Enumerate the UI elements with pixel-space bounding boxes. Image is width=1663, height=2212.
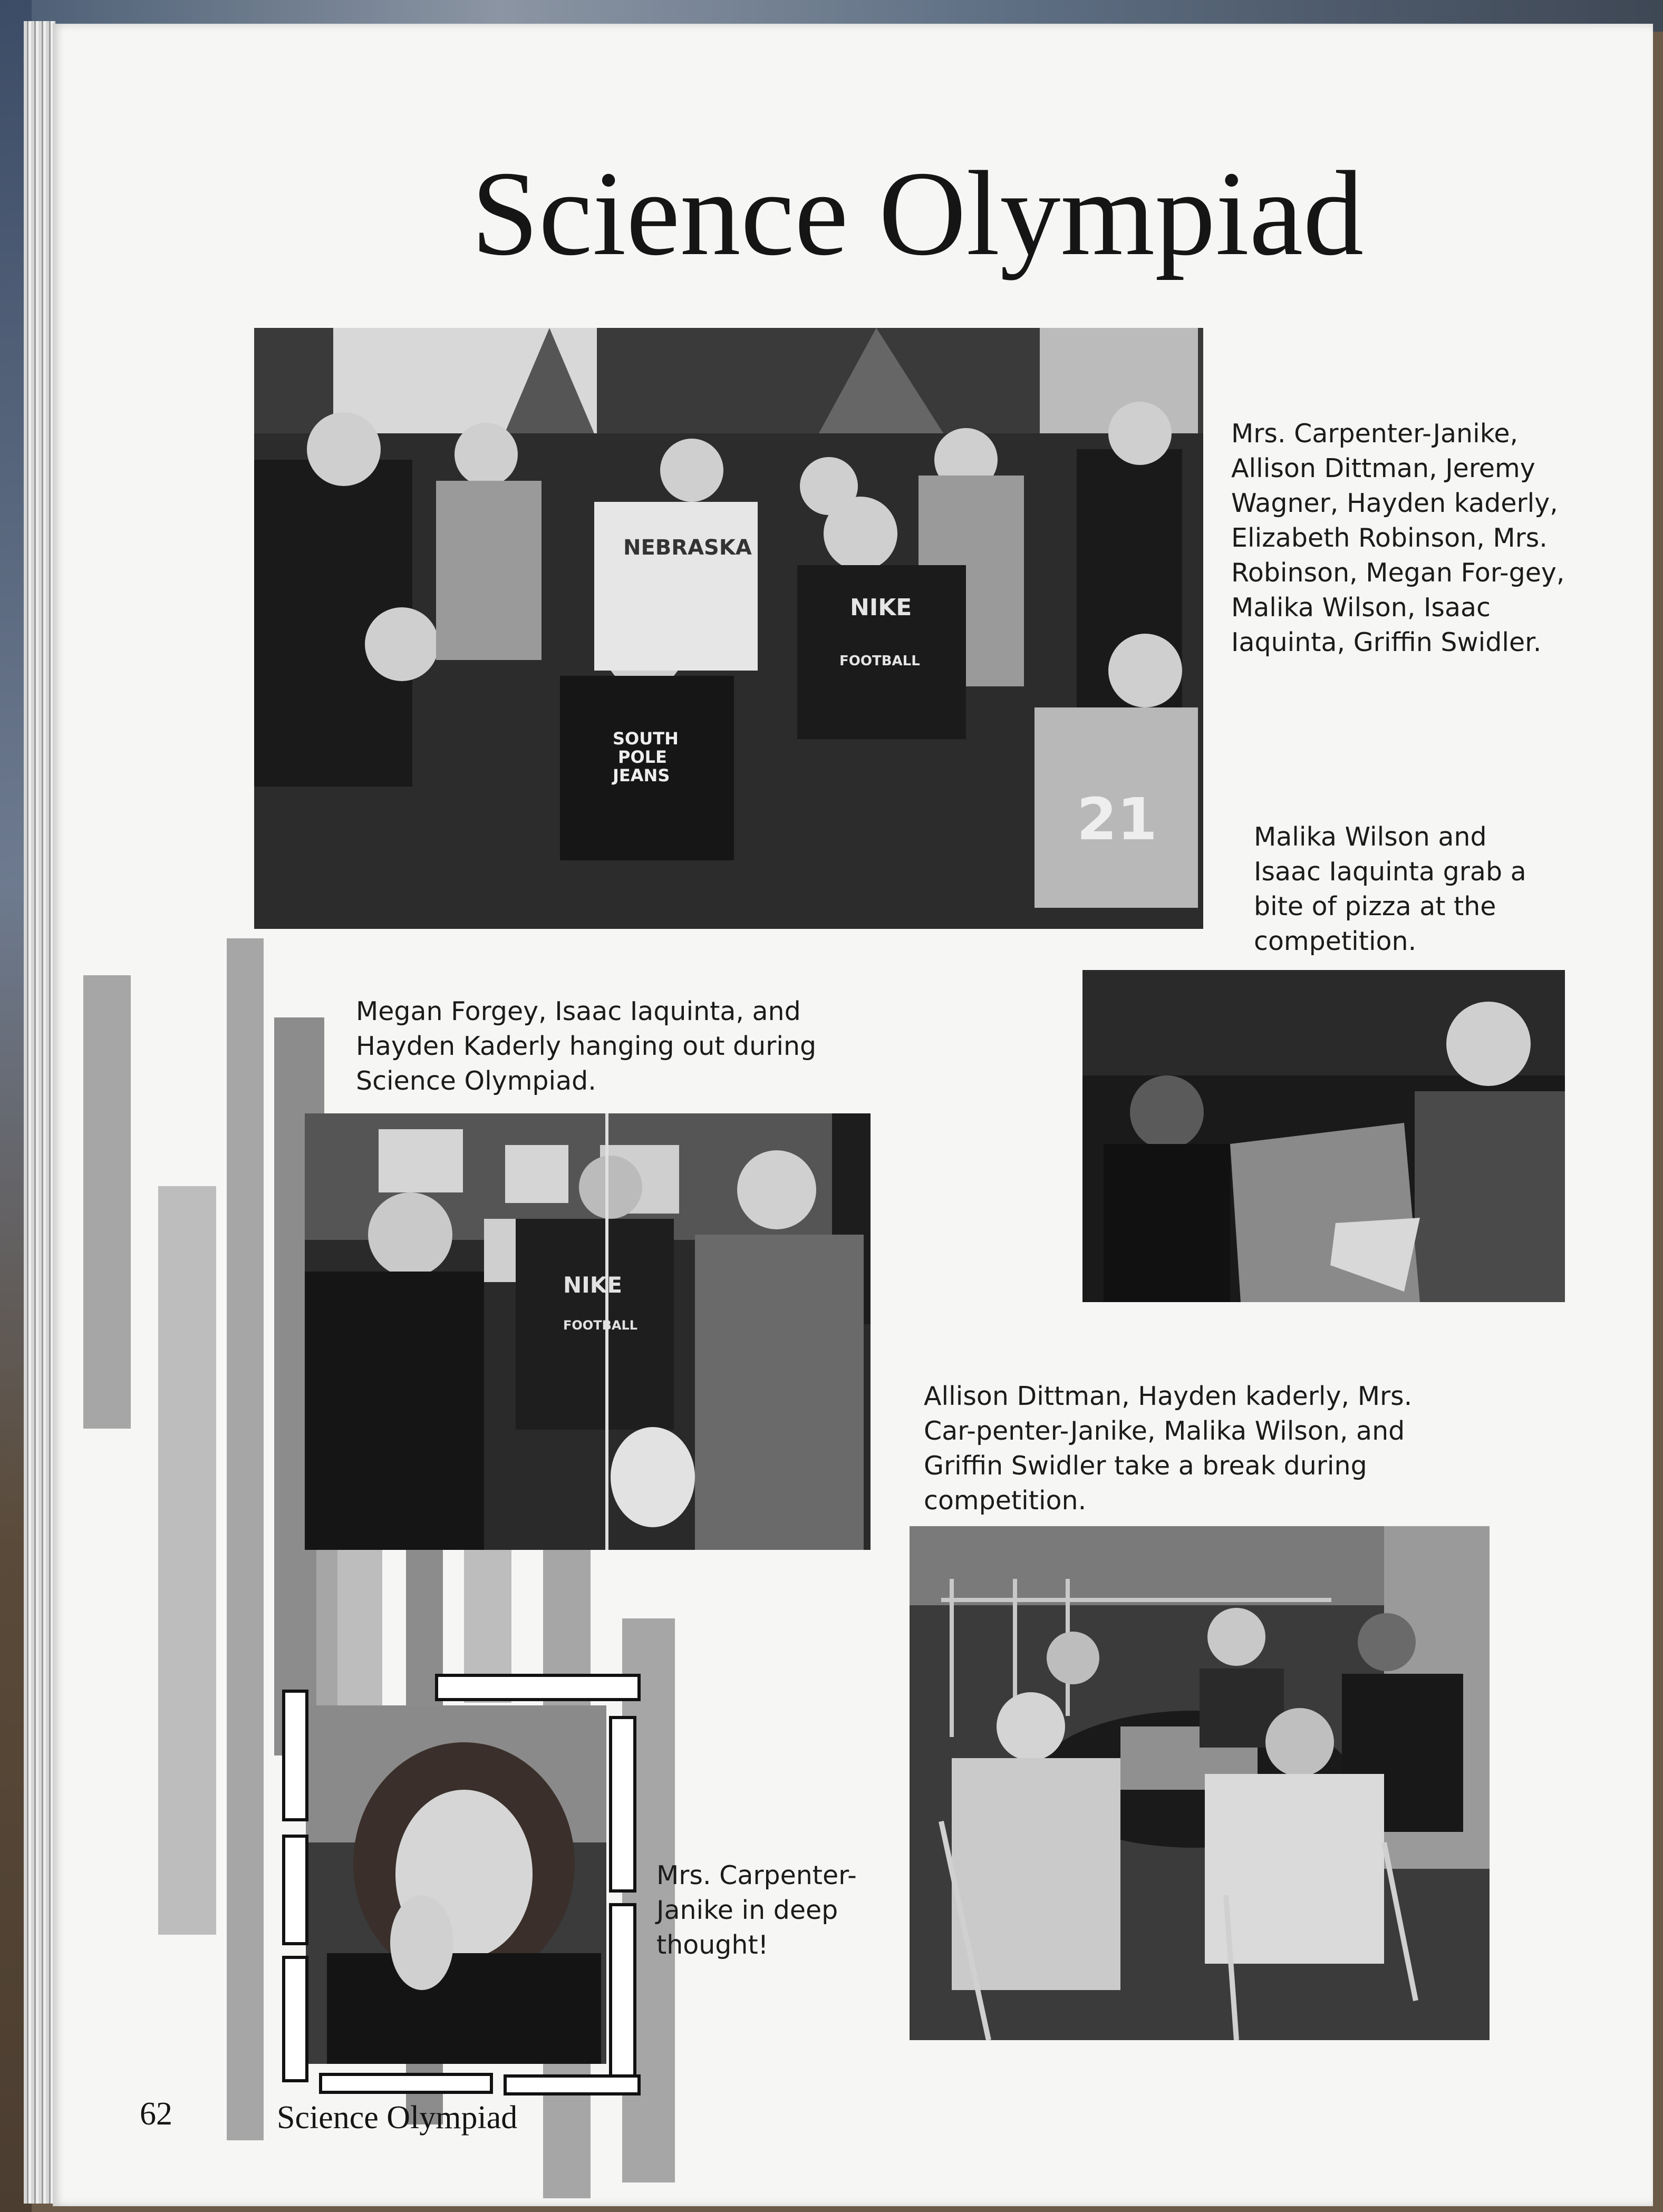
pizza-photo-caption: Malika Wilson and Isaac Iaquinta grab a bite of pizza at the competition.: [1254, 822, 1526, 956]
bamboo-frame-segment: [435, 1674, 641, 1701]
bamboo-frame-segment: [319, 2073, 493, 2094]
pizza-photo: [1082, 970, 1565, 1302]
bamboo-frame-segment: [504, 2074, 641, 2095]
teacher-photo-caption: Mrs. Carpenter-Janike in deep thought!: [656, 1860, 857, 1960]
jersey-number: 21: [1077, 785, 1158, 853]
group-photo-caption: Mrs. Carpenter-Janike, Allison Dittman, Jeremy Wagner, Hayden kaderly, Elizabeth Robinson, Mrs. Robinson, Megan For-gey, Malika Wilson, Isaac Iaquinta, Griffin Swidler.: [1231, 419, 1565, 657]
shirt-nike: NIKE: [850, 594, 912, 621]
shirt-pole: POLE: [618, 747, 667, 767]
group-photo: [254, 328, 1203, 929]
break-photo: [910, 1526, 1490, 2040]
shirt-jeans: JEANS: [613, 765, 670, 785]
decorative-bamboo-bar: [227, 938, 264, 2140]
skull-photo-caption: Megan Forgey, Isaac Iaquinta, and Hayden Kaderly hanging out during Science Olympiad.: [356, 996, 817, 1096]
shirt-football: FOOTBALL: [839, 653, 920, 669]
decorative-bamboo-bar: [158, 1186, 216, 1935]
book-page-edges: [24, 21, 55, 2204]
shirt-south: SOUTH: [613, 729, 679, 749]
bamboo-frame-segment: [282, 1956, 308, 2082]
page-title: Science Olympiad: [471, 146, 1364, 280]
shirt-football-2: FOOTBALL: [563, 1318, 638, 1333]
break-photo-caption: Allison Dittman, Hayden kaderly, Mrs. Car-penter-Janike, Malika Wilson, and Griffin Swidler take a break during competition.: [924, 1381, 1413, 1516]
skull-photo: [305, 1113, 871, 1550]
bamboo-frame-segment: [609, 1716, 636, 1893]
bamboo-frame-segment: [282, 1690, 308, 1821]
shirt-nebraska: NEBRASKA: [623, 536, 752, 560]
decorative-bamboo-bar: [83, 975, 131, 1429]
footer-section-label: Science Olympiad: [277, 2100, 518, 2136]
bamboo-frame-segment: [282, 1835, 308, 1945]
shirt-nike-2: NIKE: [563, 1272, 623, 1298]
teacher-photo: [306, 1705, 606, 2064]
bamboo-frame-segment: [609, 1903, 636, 2082]
page-number: 62: [140, 2096, 172, 2132]
